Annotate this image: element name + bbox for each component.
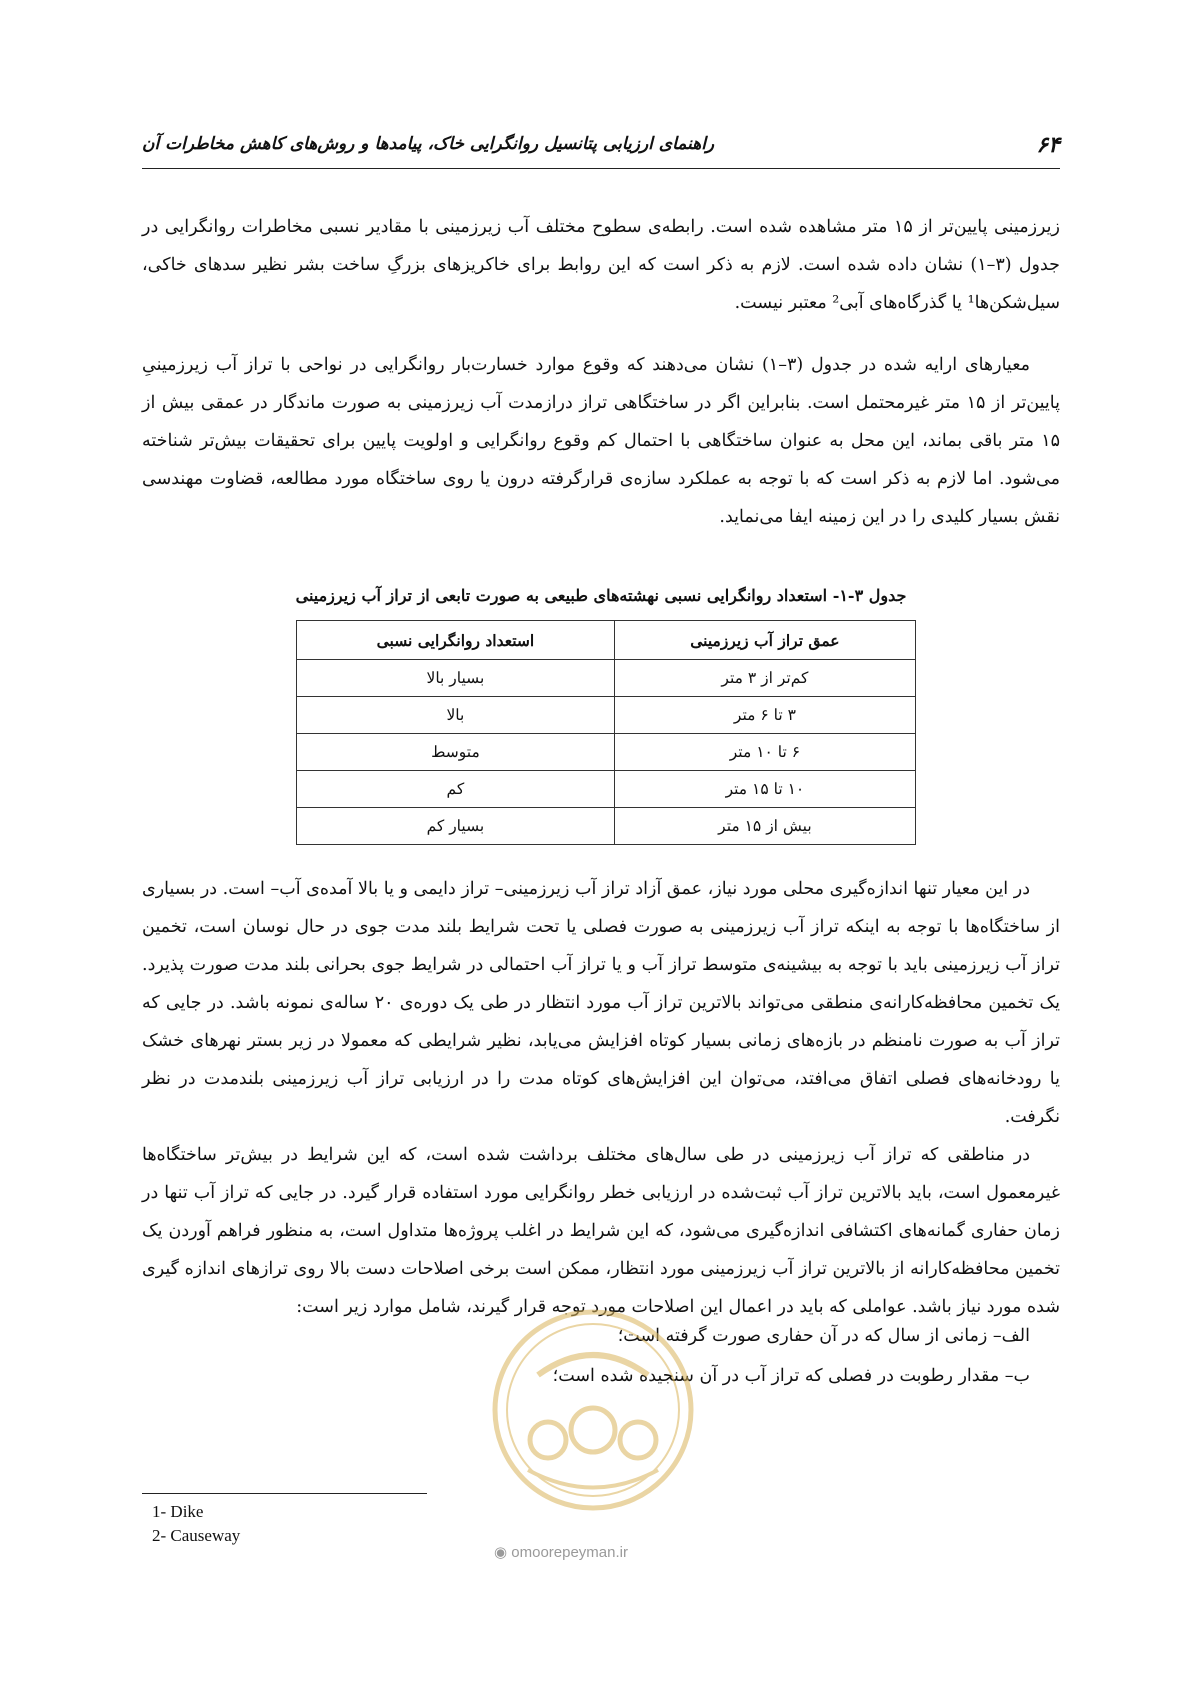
- table-cell-depth: بیش از ۱۵ متر: [614, 808, 915, 845]
- table-cell-susceptibility: کم: [297, 771, 615, 808]
- paragraph-2: معیارهای ارایه شده در جدول (۳–۱) نشان می‌دهند که وقوع موارد خسارت‌بار روانگرایی در نواحی با تراز آب زیرزمینیِ پایین‌تر از ۱۵ متر غیرمحتمل است. بنابراین اگر در ساختگاهی تراز درازمدت آب زیرزمینی به صورت ماندگار در عمقی بیش از ۱۵ متر باقی بماند، این محل به عنوان ساختگاهی با احتمال کم وقوع روانگرایی و اولویت پایین برای تحقیقات بیش‌تر شناخته می‌شود. اما لازم به ذکر است که با توجه به عملکرد سازه‌ی قرارگرفته درون یا روی ساختگاه مورد مطالعه، قضاوت مهندسی نقش بسیار کلیدی را در این زمینه ایفا می‌نماید.: [142, 355, 1060, 527]
- paragraph-4: در مناطقی که تراز آب زیرزمینی در طی سال‌های مختلف برداشت شده است، که این شرایط در بیش‌تر ساختگاه‌ها غیرمعمول است، باید بالاترین تراز آب ثبت‌شده در ارزیابی خطر روانگرایی مورد استفاده قرار گیرد. در جایی که تراز آب تنها در زمان حفاری گمانه‌های اکتشافی اندازه‌گیری می‌شود، که این شرایط در اغلب پروژه‌ها متداول است، به منظور فراهم آوردن یک تخمین محافظه‌کارانه از بالاترین تراز آب زیرزمینی مورد انتظار، ممکن است برخی اصلاحات دست بالا روی ترازهای اندازه گیری شده مورد نیاز باشد. عواملی که باید در اعمال این اصلاحات مورد توجه قرار گیرند، شامل موارد زیر است:: [142, 1145, 1060, 1317]
- header-rule: [142, 168, 1060, 169]
- table-cell-depth: ۶ تا ۱۰ متر: [614, 734, 915, 771]
- table-cell-susceptibility: بسیار کم: [297, 808, 615, 845]
- watermark-logo-icon: ◉: [494, 1544, 508, 1561]
- table-cell-depth: کم‌تر از ۳ متر: [614, 660, 915, 697]
- watermark-seal-icon: [488, 1305, 698, 1515]
- table-cell-susceptibility: متوسط: [297, 734, 615, 771]
- table-cell-depth: ۱۰ تا ۱۵ متر: [614, 771, 915, 808]
- page-header: [142, 128, 1060, 164]
- table-row: [297, 660, 916, 697]
- table-caption: جدول ۳-۱- استعداد روانگرایی نسبی نهشته‌های طبیعی به صورت تابعی از تراز آب زیرزمینی: [295, 586, 907, 605]
- paragraph-3: در این معیار تنها اندازه‌گیری محلی مورد نیاز، عمق آزاد تراز آب زیرزمینی– تراز دایمی و یا بالا آمده‌ی آب– است. در بسیاری از ساختگاه‌ها با توجه به اینکه تراز آب زیرزمینی به صورت فصلی یا تحت شرایط بلند مدت جوی در حال نوسان است، تخمین تراز آب زیرزمینی باید با توجه به بیشینه‌ی متوسط تراز آب و یا تراز آب احتمالی در شرایط جوی بحرانی بلند مدت صورت پذیرد. یک تخمین محافظه‌کارانه‌ی منطقی می‌تواند بالاترین تراز آب مورد انتظار در طی یک دوره‌ی ۲۰ ساله‌ی نمونه باشد. در جایی که تراز آب به صورت نامنظم در بازه‌های زمانی بسیار کوتاه افزایش می‌یابد، نظیر شرایطی که معمولا در زیر بستر نهرهای خشک یا رودخانه‌های فصلی اتفاق می‌افتد، می‌توان این افزایش‌های کوتاه مدت را در ارزیابی تراز آب زیرزمینی بلندمدت در نظر نگرفت.: [142, 879, 1060, 1127]
- table-header-depth: عمق تراز آب زیرزمینی: [614, 621, 915, 660]
- table-header-row: [297, 621, 916, 660]
- liquefaction-table: [296, 620, 916, 845]
- table-cell-susceptibility: بسیار بالا: [297, 660, 615, 697]
- list-item: الف– زمانی از سال که در آن حفاری صورت گرفته است؛: [617, 1326, 1030, 1346]
- table-row: [297, 734, 916, 771]
- running-title: راهنمای ارزیابی پتانسیل روانگرایی خاک، پیامدها و روش‌های کاهش مخاطرات آن: [142, 134, 715, 154]
- page-number: ۶۴: [1036, 132, 1060, 158]
- footnote-rule: [142, 1493, 427, 1494]
- table-cell-susceptibility: بالا: [297, 697, 615, 734]
- table-row: [297, 771, 916, 808]
- table-cell-depth: ۳ تا ۶ متر: [614, 697, 915, 734]
- table-header-susceptibility: استعداد روانگرایی نسبی: [297, 621, 615, 660]
- footnote-1: 1- Dike: [152, 1502, 204, 1521]
- table-row: [297, 808, 916, 845]
- list-item: ب– مقدار رطوبت در فصلی که تراز آب در آن سنجیده شده است؛: [552, 1366, 1030, 1386]
- footnote-2: 2- Causeway: [152, 1526, 241, 1545]
- watermark-url: ◉ omoorepeyman.ir: [494, 1544, 628, 1561]
- paragraph-1: زیرزمینی پایین‌تر از ۱۵ متر مشاهده شده است. رابطه‌ی سطوح مختلف آب زیرزمینی با مقادیر نسبی مخاطرات روانگرایی در جدول (۳–۱) نشان داده شده است. لازم به ذکر است که این روابط برای خاکریزهای بزرگِ ساخت بشر نظیر سدهای خاکی، سیل‌شکن‌ها¹ یا گذرگاه‌های آبی² معتبر نیست.: [142, 217, 1060, 313]
- footnotes: [152, 1500, 240, 1548]
- table-row: [297, 697, 916, 734]
